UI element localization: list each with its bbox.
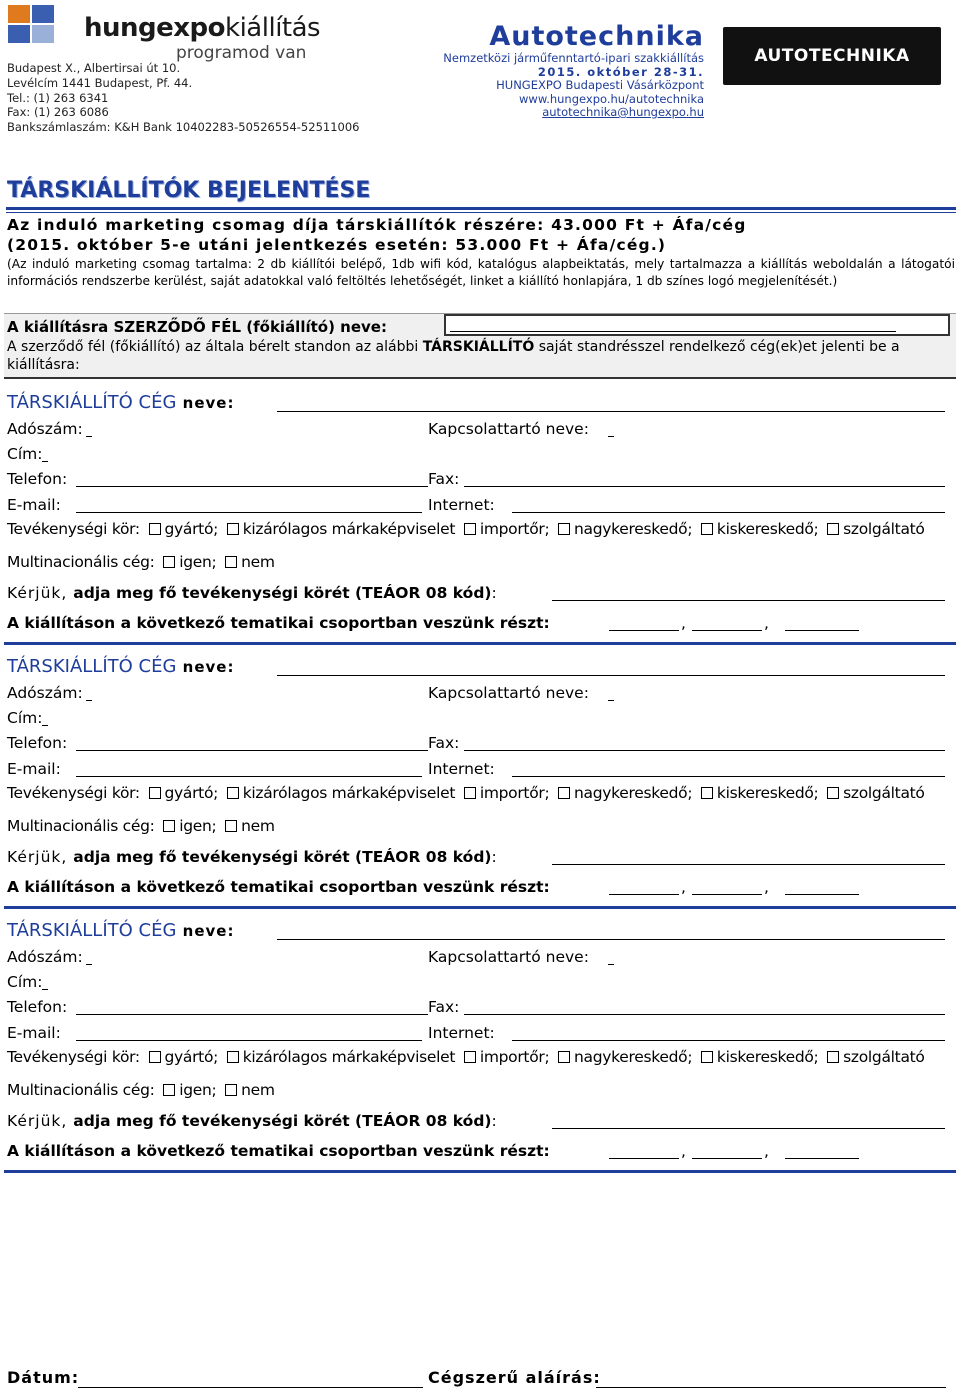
email-field[interactable] [76,512,422,513]
title-divider-thin [6,212,956,213]
contract-description [7,338,952,374]
package-description: (Az induló marketing csomag tartalma: 2 db kiállítói belépő, 1db wifi kód, katalógus alapbeiktatás, mely tartalmazza a kiállítás weboldalán a látogatói információs rendszerbe kerülést, saját adatokkal való feltöltés lehetőségét, linket a kiállító honlapjára, 1 db színes logó megjelenítését.) [7,257,955,288]
contact-name-label: Kapcsolattartó neve: [428,420,589,438]
activity-exclusive-rep-label: kizárólagos márkaképviselet [242,1048,456,1066]
org-phone: Tel.: (1) 263 6341 [7,90,109,105]
multinational-label: Multinacionális cég: [7,817,155,835]
signature-label: Cégszerű aláírás: [428,1368,601,1387]
signature-field[interactable] [596,1387,946,1388]
activity-retailer-checkbox[interactable] [701,787,713,799]
activity-retailer-label: kiskereskedő; [716,784,819,802]
contact-name-label: Kapcsolattartó neve: [428,948,589,966]
multinational-yes-checkbox[interactable] [163,820,175,832]
theme-group-field-3[interactable] [785,894,859,895]
theme-separator-2: , [764,1142,769,1160]
fax-label: Fax: [428,470,460,488]
phone-label: Telefon: [7,734,68,752]
fax-field[interactable] [464,750,945,751]
activity-exclusive-rep-checkbox[interactable] [227,787,239,799]
theme-separator-1: , [681,878,686,896]
activity-importer-checkbox[interactable] [464,523,476,535]
multinational-yes-label: igen; [179,1081,217,1099]
teaor-field[interactable] [552,1128,945,1129]
theme-group-label: A kiállításon a következő tematikai csoportban veszünk részt: [7,614,550,632]
theme-separator-1: , [681,1142,686,1160]
theme-group-field-2[interactable] [692,894,762,895]
activity-label: Tevékenységi kör: [7,784,140,802]
theme-group-field-1[interactable] [609,894,679,895]
activity-retailer-checkbox[interactable] [701,523,713,535]
org-address: Budapest X., Albertirsai út 10. [7,61,181,75]
activity-manufacturer-label: gyártó; [164,520,219,538]
activity-wholesaler-label: nagykereskedő; [574,784,693,802]
activity-importer-label: importőr; [479,784,550,802]
multinational-no-checkbox[interactable] [225,1084,237,1096]
multinational-no-label: nem [241,553,275,571]
address-label: Cím: [7,445,43,463]
activity-wholesaler-label: nagykereskedő; [574,1048,693,1066]
email-label: E-mail: [7,1024,61,1042]
activity-exclusive-rep-checkbox[interactable] [227,523,239,535]
org-fax: Fax: (1) 263 6086 [7,105,109,120]
hungexpo-logo [6,3,321,63]
tax-id-field[interactable] [86,700,92,701]
multinational-label: Multinacionális cég: [7,553,155,571]
logo-tagline: programod van [176,43,307,63]
activity-exclusive-rep-label: kizárólagos márkaképviselet [242,784,456,802]
activity-wholesaler-checkbox[interactable] [558,787,570,799]
event-subtitle: Nemzetközi járműfenntartó-ipari szakkiállítás [443,51,704,65]
activity-row [7,1048,925,1066]
activity-manufacturer-label: gyártó; [164,1048,219,1066]
coexhibitor-block [0,656,960,926]
tax-id-label: Adószám: [7,420,83,438]
multinational-label: Multinacionális cég: [7,1081,155,1099]
contact-name-label: Kapcsolattartó neve: [428,684,589,702]
activity-wholesaler-checkbox[interactable] [558,1051,570,1063]
internet-field[interactable] [512,1040,945,1041]
autotechnika-logo-text: AUTOTECHNIKA [754,46,910,66]
phone-label: Telefon: [7,998,68,1016]
fax-field[interactable] [464,486,945,487]
teaor-label: Kérjük, adja meg fő tevékenységi körét (TEÁOR 08 kód): [7,1112,497,1130]
package-late-price: (2015. október 5-e utáni jelentkezés esetén: 53.000 Ft + Áfa/cég.) [7,236,667,254]
contract-desc-text-end: saját standrésszel rendelkező cég(ek)et jelenti be a kiállításra: [7,339,900,373]
event-title: Autotechnika [489,21,704,52]
tax-id-field[interactable] [86,436,92,437]
block-divider [4,1170,956,1173]
tax-id-field[interactable] [86,964,92,965]
activity-service-label: szolgáltató [843,1048,925,1066]
fax-label: Fax: [428,998,460,1016]
internet-label: Internet: [428,1024,495,1042]
activity-row [7,784,925,802]
theme-group-field-3[interactable] [785,1158,859,1159]
activity-retailer-label: kiskereskedő; [716,520,819,538]
date-label: Dátum: [7,1368,80,1387]
event-info [414,22,704,120]
email-label: E-mail: [7,760,61,778]
activity-exclusive-rep-checkbox[interactable] [227,1051,239,1063]
activity-wholesaler-label: nagykereskedő; [574,520,693,538]
multinational-yes-checkbox[interactable] [163,556,175,568]
contract-desc-text: A szerződő fél (főkiállító) az általa bérelt standon az alábbi [7,339,423,355]
multinational-no-checkbox[interactable] [225,556,237,568]
teaor-field[interactable] [552,600,945,601]
contract-party-name-value [450,331,896,332]
date-field[interactable] [78,1387,423,1388]
coexhibitor-block [0,920,960,1190]
internet-field[interactable] [512,512,945,513]
org-bank-account: Bankszámlaszám: K&H Bank 10402283-50526554-52511006 [7,120,360,135]
contact-name-field[interactable] [608,700,614,701]
activity-exclusive-rep-label: kizárólagos márkaképviselet [242,520,456,538]
phone-field[interactable] [76,486,428,487]
multinational-yes-label: igen; [179,817,217,835]
theme-separator-2: , [764,878,769,896]
coexhibitor-name-field[interactable] [277,411,945,412]
org-postal-address: Levélcím 1441 Budapest, Pf. 44. [7,75,193,90]
activity-importer-checkbox[interactable] [464,1051,476,1063]
multinational-row [7,1081,275,1099]
contact-name-field[interactable] [608,964,614,965]
activity-importer-label: importőr; [479,1048,550,1066]
fax-field[interactable] [464,1014,945,1015]
internet-field[interactable] [512,776,945,777]
activity-manufacturer-checkbox[interactable] [149,1051,161,1063]
event-website: www.hungexpo.hu/autotechnika [519,91,704,106]
phone-field[interactable] [76,750,428,751]
activity-label: Tevékenységi kör: [7,520,140,538]
activity-retailer-label: kiskereskedő; [716,1048,819,1066]
teaor-field[interactable] [552,864,945,865]
teaor-label: Kérjük, adja meg fő tevékenységi körét (TEÁOR 08 kód): [7,848,497,866]
multinational-no-checkbox[interactable] [225,820,237,832]
theme-group-field-3[interactable] [785,630,859,631]
contract-party-name-field[interactable] [444,314,950,336]
contract-desc-bold: TÁRSKIÁLLÍTÓ [422,339,535,355]
tax-id-label: Adószám: [7,684,83,702]
multinational-row [7,553,275,571]
activity-row [7,520,925,538]
block-divider [4,906,956,909]
block-divider [4,642,956,645]
activity-importer-checkbox[interactable] [464,787,476,799]
activity-service-checkbox[interactable] [827,523,839,535]
activity-label: Tevékenységi kör: [7,1048,140,1066]
address-label: Cím: [7,973,43,991]
internet-label: Internet: [428,496,495,514]
phone-field[interactable] [76,1014,428,1015]
activity-service-checkbox[interactable] [827,1051,839,1063]
address-field[interactable] [42,989,48,990]
activity-service-label: szolgáltató [843,784,925,802]
address-field[interactable] [42,725,48,726]
package-price: Az induló marketing csomag díja társkiállítók részére: 43.000 Ft + Áfa/cég [7,216,747,234]
activity-service-label: szolgáltató [843,520,925,538]
form-title: TÁRSKIÁLLÍTÓK BEJELENTÉSE [7,178,371,203]
fax-label: Fax: [428,734,460,752]
internet-label: Internet: [428,760,495,778]
activity-retailer-checkbox[interactable] [701,1051,713,1063]
activity-service-checkbox[interactable] [827,787,839,799]
event-dates: 2015. október 28-31. [537,64,704,79]
email-field[interactable] [76,1040,422,1041]
hungexpo-logo-mark-icon [6,3,78,49]
multinational-yes-label: igen; [179,553,217,571]
phone-label: Telefon: [7,470,68,488]
title-divider [6,207,956,210]
coexhibitor-name-field[interactable] [277,675,945,676]
theme-separator-1: , [681,614,686,632]
activity-wholesaler-checkbox[interactable] [558,523,570,535]
coexhibitor-name-label: TÁRSKIÁLLÍTÓ CÉG neve: [7,392,235,413]
theme-group-field-1[interactable] [609,630,679,631]
organizer-contact-info [7,61,359,135]
multinational-row [7,817,275,835]
multinational-no-label: nem [241,1081,275,1099]
activity-manufacturer-label: gyártó; [164,784,219,802]
event-venue: HUNGEXPO Budapesti Vásárközpont [496,78,704,92]
address-label: Cím: [7,709,43,727]
activity-importer-label: importőr; [479,520,550,538]
autotechnika-logo [723,27,941,85]
theme-group-field-2[interactable] [692,1158,762,1159]
activity-manufacturer-checkbox[interactable] [149,523,161,535]
theme-group-label: A kiállításon a következő tematikai csoportban veszünk részt: [7,878,550,896]
theme-separator-2: , [764,614,769,632]
multinational-no-label: nem [241,817,275,835]
teaor-label: Kérjük, adja meg fő tevékenységi körét (TEÁOR 08 kód): [7,584,497,602]
theme-group-field-1[interactable] [609,1158,679,1159]
theme-group-label: A kiállításon a következő tematikai csoportban veszünk részt: [7,1142,550,1160]
event-email-link[interactable]: autotechnika@hungexpo.hu [542,105,704,119]
coexhibitor-name-label: TÁRSKIÁLLÍTÓ CÉG neve: [7,920,235,941]
coexhibitor-name-field[interactable] [277,939,945,940]
email-label: E-mail: [7,496,61,514]
contact-name-field[interactable] [608,436,614,437]
theme-group-field-2[interactable] [692,630,762,631]
activity-manufacturer-checkbox[interactable] [149,787,161,799]
contract-party-label: A kiállításra SZERZŐDŐ FÉL (főkiállító) neve: [7,318,387,336]
multinational-yes-checkbox[interactable] [163,1084,175,1096]
coexhibitor-block [0,392,960,662]
email-field[interactable] [76,776,422,777]
tax-id-label: Adószám: [7,948,83,966]
address-field[interactable] [42,461,48,462]
logo-wordmark: hungexpokiállítás [84,13,321,43]
coexhibitor-name-label: TÁRSKIÁLLÍTÓ CÉG neve: [7,656,235,677]
